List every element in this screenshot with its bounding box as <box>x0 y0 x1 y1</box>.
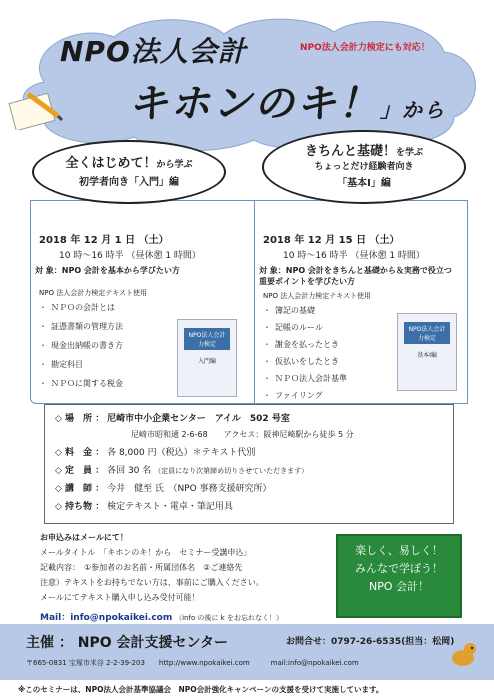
course-left-time: 10 時～16 時半 （昼休憩 1 時間） <box>59 251 201 261</box>
badge-text: NPO法人会計力検定にも対応！ <box>300 43 430 53</box>
info-lecturer-row <box>55 481 272 494</box>
lecturer-value: 今井 健至 氏 （NPO 事務支援研究所） <box>107 484 272 494</box>
contact-tel: お問合せ：0797-26-6535(担当：松岡) <box>286 637 455 647</box>
fee-label: ◇ 料 金 ： <box>55 448 105 458</box>
info-capacity-row <box>55 463 308 476</box>
book-sub: 入門編 <box>197 358 216 365</box>
footer <box>0 624 494 680</box>
apply-content3: メールにてテキスト購入申し込み受付可能！ <box>40 593 200 602</box>
apply-section <box>40 530 283 626</box>
dog-mascot-icon <box>448 640 478 668</box>
book-sub: 基本Ⅰ編 <box>417 352 437 359</box>
apply-content2: 注意）テキストをお持ちでない方は、事前にご購入ください。 <box>40 578 264 587</box>
capacity-note: （定員になり次第締め切りさせていただきます） <box>154 467 309 475</box>
footer-address: 〒665-0831 宝塚市米谷 2-2-39-203 http://www.npokaikei.com mail:info@npokaikei.com <box>26 659 359 667</box>
course-left-target: 対 象：NPO 会計を基本から学びたい方 <box>35 266 180 275</box>
course-right-target: 対 象：NPO 会計をきちんと基礎から＆実務で役立つ重要ポイントを学びたい方 <box>259 266 452 286</box>
apply-mail-title: メールタイトル 「キホンのキ！から セミナー受講申込」 <box>40 548 252 557</box>
mail-note: （info の後に k をお忘れなく！） <box>175 614 283 622</box>
course-right-panel <box>254 200 468 404</box>
title-main: キホンのキ！ <box>128 81 380 127</box>
bubble-basic-line3: 「基本Ⅰ」編 <box>337 178 391 189</box>
mail-label: Mail： <box>40 613 71 623</box>
course-right-date: 2018 年 12 月 15 日 （土） <box>263 235 400 246</box>
course-left-panel <box>30 200 256 404</box>
slogan-line2: みんなで学ぼう！ <box>355 562 443 575</box>
list-item: ・ 勘定科目 <box>39 359 255 370</box>
bubble-basic-line1 <box>264 140 464 159</box>
textbook-basic-image <box>397 313 457 391</box>
fee-value: 各 8,000 円（税込）＊テキスト代別 <box>107 448 256 458</box>
textbook-intro-image <box>177 319 237 397</box>
capacity-label: ◇ 定 員 ： <box>55 466 105 476</box>
list-item: ・ 現金出納帳の書き方 <box>39 340 255 351</box>
bubble-intro <box>32 140 226 204</box>
info-bring-row <box>55 499 233 512</box>
lecturer-label: ◇ 講 師 ： <box>55 484 105 494</box>
slogan-line3: NPO 会計！ <box>368 580 430 593</box>
slogan-line1: 楽しく、易しく！ <box>355 544 443 557</box>
host-name: 主催 ： NPO 会計支援センター <box>26 635 228 651</box>
bubble-intro-line2: 初学者向き「入門」編 <box>79 177 179 188</box>
info-box <box>44 404 454 524</box>
course-right-time: 10 時～16 時半 （昼休憩 1 時間） <box>283 251 425 261</box>
list-item: ・ ＮＰＯ法人会計基準 <box>263 373 467 384</box>
info-place-row <box>55 411 290 424</box>
list-item: ・ 証憑書類の管理方法 <box>39 321 255 332</box>
bubble-basic-main: きちんと基礎！ <box>304 144 396 159</box>
title-line2 <box>128 72 446 129</box>
info-fee-row <box>55 445 255 458</box>
bubble-basic <box>262 130 466 204</box>
mail-link[interactable]: info@npokaikei.com <box>70 613 173 623</box>
title-suffix: 」から <box>380 98 446 122</box>
capacity-value: 各回 30 名 <box>107 466 152 476</box>
bubble-intro-main: 全くはじめて！ <box>65 156 157 171</box>
footer-note: ※このセミナーは、NPO法人会計基準協議会 NPO会計強化キャンペーンの支援を受けて実施しています。 <box>18 685 384 694</box>
apply-content1: 記載内容： ①参加者のお名前・所属団体名 ②ご連絡先 <box>40 563 243 572</box>
list-item: ・ 仮払いをしたとき <box>263 356 467 367</box>
bubble-basic-line2: ちょっとだけ経験者向き <box>314 162 414 172</box>
apply-title: お申込みはメールにて！ <box>40 533 128 542</box>
list-item: ・ 簿記の基礎 <box>263 305 467 316</box>
bubble-basic-small: を学ぶ <box>396 148 424 158</box>
list-item: ・ ＮＰＯに関する税金 <box>39 378 255 389</box>
list-item: ・ 謝金を払ったとき <box>263 339 467 350</box>
book-title: NPO法人会計力検定 <box>404 322 450 344</box>
list-item: ・ ＮＰＯの会計とは <box>39 302 255 313</box>
list-item: ・ 記帳のルール <box>263 322 467 333</box>
bubble-intro-line1 <box>34 152 224 171</box>
title-line1: NPO法人会計 <box>60 35 247 68</box>
course-left-text-label: NPO 法人会計力検定テキスト使用 <box>39 289 148 297</box>
bring-value: 検定テキスト・電卓・筆記用具 <box>107 502 233 512</box>
slogan-box <box>336 534 462 618</box>
place-label: ◇ 場 所 ： <box>55 414 105 424</box>
book-title: NPO法人会計力検定 <box>184 328 230 350</box>
notebook-pencil-icon <box>8 84 68 130</box>
bring-label: ◇ 持ち物 ： <box>55 502 105 512</box>
course-left-date: 2018 年 12 月 1 日 （土） <box>39 235 169 246</box>
place-value: 尼崎市中小企業センター アイル 502 号室 <box>107 414 290 424</box>
list-item: ・ ファイリング <box>263 390 467 401</box>
bubble-intro-small: から学ぶ <box>156 160 193 170</box>
course-right-text-label: NPO 法人会計力検定テキスト使用 <box>263 292 372 300</box>
info-address: 尼崎市昭和通 2-6-68 アクセス：阪神尼崎駅から徒歩 5 分 <box>131 430 354 439</box>
